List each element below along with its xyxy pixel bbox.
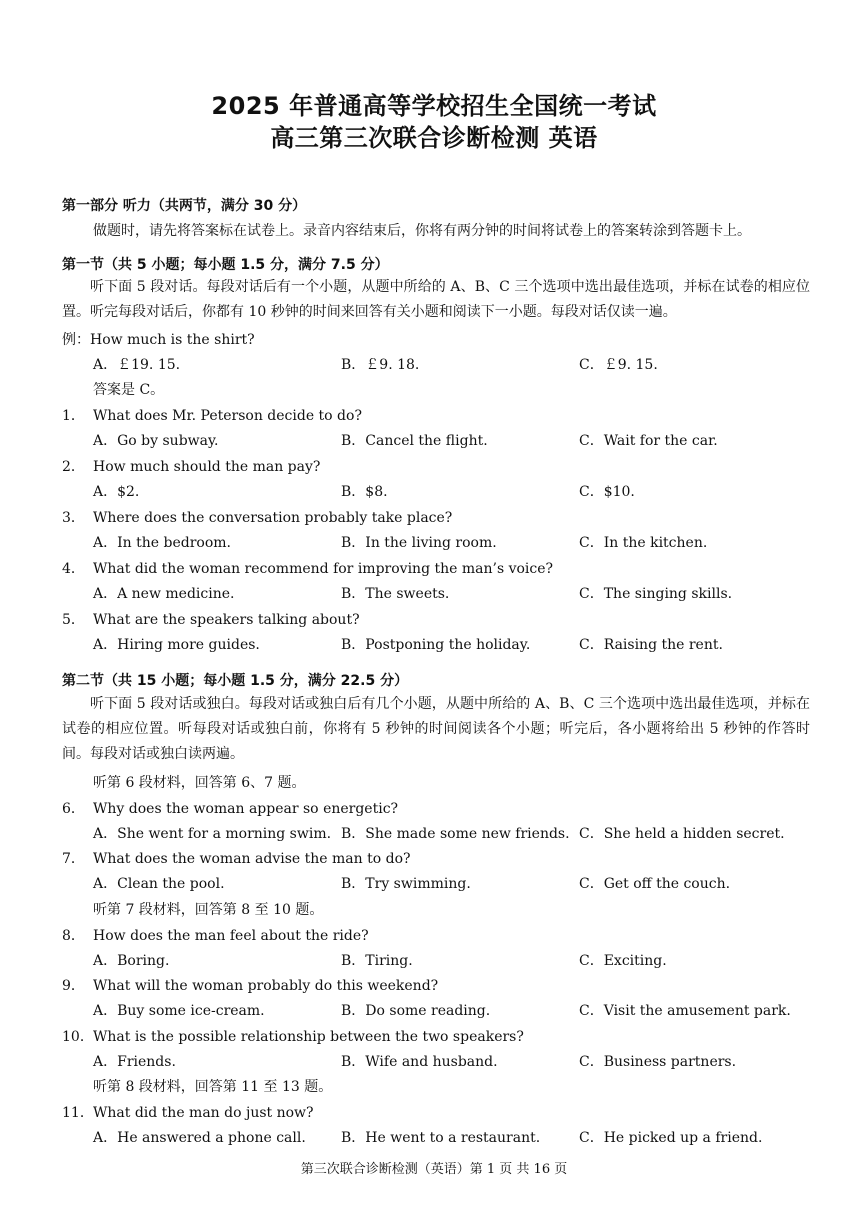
question-number: 8． [62,928,85,944]
option-c: C．Business partners. [579,1054,737,1070]
question-text: What did the man do just now? [93,1105,314,1121]
question-number: 9． [62,978,85,994]
option-c: C．The singing skills. [579,586,733,602]
option-a: A．He answered a phone call. [93,1130,306,1146]
exam-title: 2025 年普通高等学校招生全国统一考试 [211,92,657,120]
material-7-note: 听第 7 段材料，回答第 8 至 10 题。 [93,902,324,918]
material-8-note: 听第 8 段材料，回答第 11 至 13 题。 [93,1079,333,1095]
option-b: B．Tiring. [341,953,413,969]
option-a: A．Hiring more guides. [93,637,260,653]
question-number: 2． [62,459,85,475]
example-question: 例：How much is the shirt? [62,332,255,348]
question-number: 3． [62,510,85,526]
exam-subtitle: 高三第三次联合诊断检测 英语 [270,124,598,152]
question-number: 4． [62,561,85,577]
option-b: B．He went to a restaurant. [341,1130,541,1146]
question-number: 6． [62,801,85,817]
page-footer: 第三次联合诊断检测（英语）第 1 页 共 16 页 [300,1162,568,1177]
question-text: What does Mr. Peterson decide to do? [93,408,362,424]
option-a: A．Go by subway. [93,433,219,449]
example-option-c: C．￡9. 15. [579,357,658,373]
section2-heading: 第二节（共 15 小题；每小题 1.5 分，满分 22.5 分） [62,673,409,689]
option-c: C．Get off the couch. [579,876,731,892]
example-option-a: A．￡19. 15. [93,357,181,373]
example-answer: 答案是 C。 [93,382,165,398]
option-a: A．Boring. [93,953,170,969]
option-a: A．Buy some ice-cream. [93,1003,265,1019]
question-number: 1． [62,408,85,424]
section2-instruction: 听下面 5 段对话或独白。每段对话或独白后有几个小题，从题中所给的 A、B、C 三个选项中选出最佳选项，并标在试卷的相应位置。听每段对话或独白前，你将有 5 秒钟的时间阅读各个小题；听完后，各小题将给出 5 秒钟的作答时间。每段对话或独白读两遍。 [62,696,810,762]
question-number: 11． [62,1105,94,1121]
question-number: 7． [62,851,85,867]
question-text: Why does the woman appear so energetic? [93,801,399,817]
option-a: A．$2. [93,484,140,500]
option-c: C．Raising the rent. [579,637,723,653]
question-text: How much should the man pay? [93,459,321,475]
question-text: What will the woman probably do this weekend? [93,978,439,994]
question-text: What are the speakers talking about? [93,612,360,628]
option-b: B．Wife and husband. [341,1054,498,1070]
option-b: B．The sweets. [341,586,450,602]
option-c: C．She held a hidden secret. [579,826,785,842]
option-a: A．In the bedroom. [93,535,231,551]
section1-heading: 第一节（共 5 小题；每小题 1.5 分，满分 7.5 分） [62,257,389,273]
option-b: B．$8. [341,484,388,500]
option-a: A．Clean the pool. [93,876,225,892]
question-text: How does the man feel about the ride? [93,928,369,944]
option-a: A．Friends. [93,1054,176,1070]
question-text: What does the woman advise the man to do? [93,851,411,867]
option-a: A．She went for a morning swim. [93,826,332,842]
option-c: C．Wait for the car. [579,433,718,449]
option-b: B．She made some new friends. [341,826,570,842]
question-number: 5． [62,612,85,628]
question-text: What is the possible relationship between the two speakers? [93,1029,524,1045]
option-c: C．He picked up a friend. [579,1130,763,1146]
option-b: B．In the living room. [341,535,497,551]
option-b: B．Do some reading. [341,1003,491,1019]
option-c: C．$10. [579,484,635,500]
option-a: A．A new medicine. [93,586,235,602]
part1-heading: 第一部分 听力（共两节，满分 30 分） [62,198,307,214]
section1-instruction: 听下面 5 段对话。每段对话后有一个小题，从题中所给的 A、B、C 三个选项中选出最佳选项，并标在试卷的相应位置。听完每段对话后，你都有 10 秒钟的时间来回答有关小题和阅读下一小题。每段对话仅读一遍。 [62,279,810,320]
question-number: 10． [62,1029,94,1045]
part1-instruction: 做题时，请先将答案标在试卷上。录音内容结束后，你将有两分钟的时间将试卷上的答案转涂到答题卡上。 [93,223,751,239]
question-text: Where does the conversation probably take place? [93,510,453,526]
option-b: B．Try swimming. [341,876,471,892]
option-b: B．Postponing the holiday. [341,637,531,653]
question-text: What did the woman recommend for improving the man’s voice? [93,561,554,577]
option-c: C．Exciting. [579,953,667,969]
material-6-note: 听第 6 段材料，回答第 6、7 题。 [93,775,306,791]
option-b: B．Cancel the flight. [341,433,488,449]
example-option-b: B．￡9. 18. [341,357,420,373]
option-c: C．Visit the amusement park. [579,1003,791,1019]
option-c: C．In the kitchen. [579,535,708,551]
